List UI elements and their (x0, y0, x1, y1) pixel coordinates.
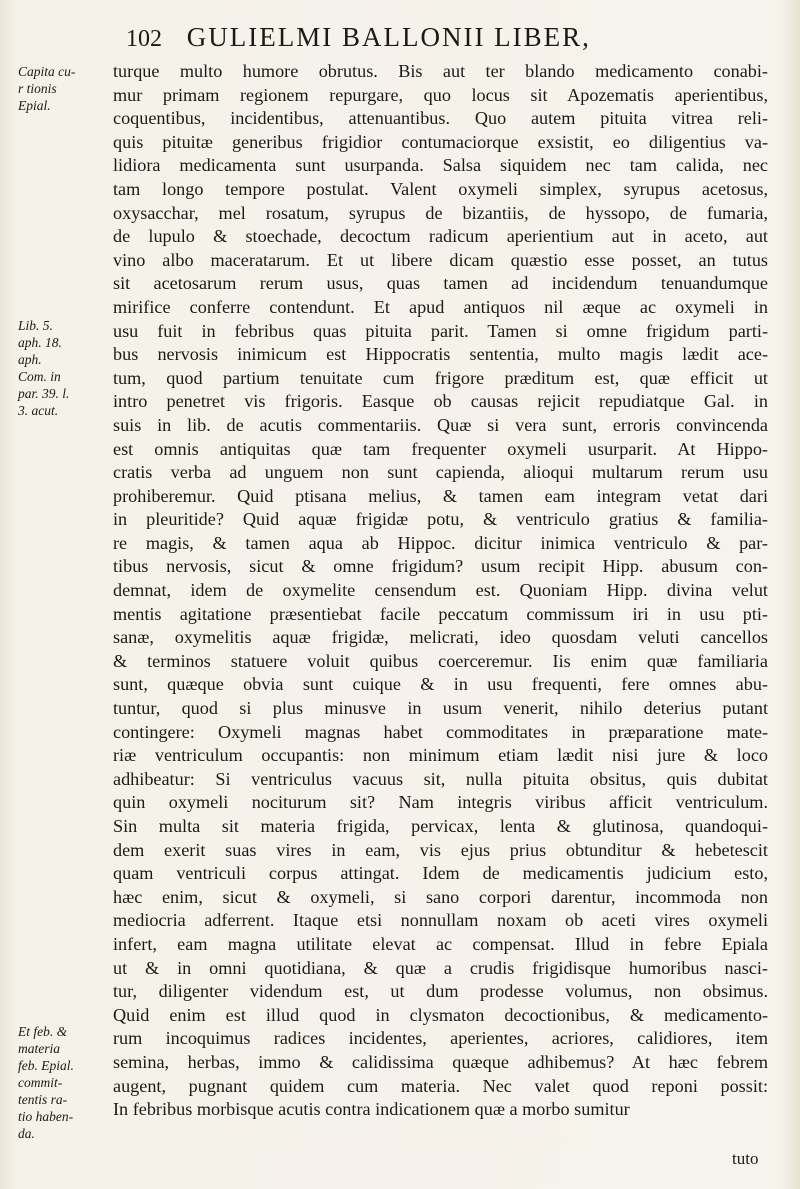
margin-note-line: tentis ra- (18, 1092, 68, 1107)
margin-note-line: r tionis (18, 81, 57, 96)
text-line: in pleuritide? Quid aquæ frigidæ potu, & ventriculo gratius & familia- (113, 509, 768, 530)
body-text (113, 60, 768, 1122)
text-line: Quid enim est illud quod in clysmaton decoctionibus, & medicamento- (113, 1004, 768, 1025)
margin-note-line: par. 39. l. (18, 386, 70, 401)
text-line: vino albo maceratarum. Et ut libere dicam quæstio esse posset, an tutus (113, 249, 768, 270)
text-line: tur, diligenter videndum est, ut dum prodesse volumus, non obsimus. (113, 981, 768, 1002)
margin-note-line: Lib. 5. (18, 318, 53, 333)
text-line: hæc enim, sicut & oxymeli, si sano corpori darentur, incommoda non (113, 886, 768, 907)
text-line: oxysacchar, mel rosatum, syrupus de bizantiis, de hyssopo, de fumaria, (113, 202, 768, 223)
text-line: mediocria adferrent. Itaque etsi nonnullam noxam ob aceti vires oxymeli (113, 910, 768, 931)
text-line: demnat, idem de oxymelite censendum est. Quoniam Hipp. divina velut (113, 580, 768, 601)
text-line: tuntur, quod si plus minusve in usum venerit, nihilo deterius putant (113, 698, 768, 719)
text-line: riæ ventriculum occupantis: non minimum etiam lædit nisi jure & loco (113, 745, 768, 766)
text-line: intro penetret vis frigoris. Easque ob causas rejicit repudiatque Gal. in (113, 391, 768, 412)
text-line: tam longo tempore postulat. Valent oxymeli simplex, syrupus acetosus, (113, 178, 768, 199)
margin-note-line: 3. acut. (18, 403, 59, 418)
text-line: mur primam regionem repurgare, quo locus sit Apozematis aperientibus, (113, 84, 768, 105)
margin-note-references (18, 317, 110, 419)
text-line: Sin multa sit materia frigida, pervicax, lenta & glutinosa, quandoqui- (113, 816, 768, 836)
text-line: sunt, quæque obvia sunt cuique & in usu frequenti, fere omnes abu- (113, 674, 768, 695)
text-line: In febribus morbisque acutis contra indicationem quæ a morbo sumitur (113, 1099, 630, 1120)
text-line: bus nervosis inimicum est Hippocratis sententia, multo magis lædit ace- (113, 344, 768, 365)
text-line: mentis agitatione præsentiebat facile peccatum commissum iri in usu pti- (113, 603, 768, 624)
text-line: infert, eam magna utilitate elevat ac compensat. Illud in febre Epiala (113, 933, 768, 954)
text-line: contingere: Oxymeli magnas habet commoditates in præparatione mate- (113, 721, 768, 742)
text-line: quin oxymeli nociturum sit? Nam integris viribus afficit ventriculum. (113, 792, 768, 813)
text-line: rum incoquimus radices incidentes, aperientes, acriores, calidiores, item (113, 1028, 768, 1049)
margin-note-line: Epial. (18, 98, 51, 113)
text-line: sit acetosarum rerum usus, quas tamen ad incidendum tenuandumque (113, 273, 768, 294)
text-line: dem exerit suas vires in eam, vis ejus prius obtunditur & hebetescit (113, 839, 768, 860)
text-line: coquentibus, incidentibus, attenuantibus. Quo autem pituita vitrea reli- (113, 108, 768, 129)
text-line: quis pituitæ generibus frigidior contumaciorque exsistit, eo diligentius va- (113, 131, 768, 152)
margin-note-line: aph. 18. (18, 335, 62, 350)
margin-note-line: Com. in (18, 369, 61, 384)
margin-note-febris (18, 1023, 110, 1142)
margin-note-line: feb. Epial. (18, 1058, 74, 1073)
margin-note-line: Et feb. & (18, 1024, 68, 1039)
text-line: semina, herbas, immo & calidissima quæque adhibemus? At hæc febrem (113, 1051, 768, 1072)
text-line: prohiberemur. Quid ptisana melius, & tamen eam integram vetat dari (113, 485, 768, 506)
text-line: ut & in omni quotidiana, & quæ a crudis frigidisque humoribus nasci- (113, 957, 768, 978)
text-line: est omnis antiquitas quæ tam frequenter oxymeli usurparit. At Hippo- (113, 438, 768, 459)
running-header (126, 22, 686, 56)
text-line: cratis verba ad unguem non sunt capienda, alioqui multarum rerum usu (113, 462, 768, 483)
text-line: augent, pugnant quidem cum materia. Nec valet quod reponi possit: (113, 1075, 768, 1096)
margin-note-line: materia (18, 1041, 60, 1056)
catchword: tuto (732, 1149, 759, 1168)
text-line: sanæ, oxymelitis aquæ frigidæ, melicrati, ideo quosdam veluti cancellos (113, 627, 768, 648)
margin-note-line: aph. (18, 352, 42, 367)
page-number: 102 (126, 26, 162, 52)
text-line: de lupulo & stoechade, decoctum radicum aperientium aut in aceto, aut (113, 226, 768, 247)
text-line: mirifice conferre contendunt. Et apud antiquos nil æque ac oxymeli in (113, 296, 768, 317)
margin-note-line: commit- (18, 1075, 63, 1090)
text-line: & terminos statuere voluit quibus coerceremur. Iis enim quæ familiaria (113, 650, 768, 671)
running-title: GULIELMI BALLONII LIBER, (186, 22, 591, 52)
text-line: tum, quod partium tenuitate cum frigore præditum est, quæ efficit ut (113, 367, 768, 388)
text-line: turque multo humore obrutus. Bis aut ter blando medicamento conabi- (113, 61, 768, 81)
text-line: quam ventriculi corpus attingat. Idem de medicamentis judicium esto, (113, 863, 768, 884)
margin-note-capita (18, 63, 110, 114)
text-line: suis in lib. de acutis commentariis. Quæ si vera sunt, erroris convincenda (113, 414, 768, 435)
text-line: usu fuit in febribus quas pituita parit. Tamen si omne frigidum parti- (113, 320, 768, 341)
margin-note-line: tio haben- (18, 1109, 74, 1124)
text-line: adhibeatur: Si ventriculus vacuus sit, nulla pituita obsitus, quis dubitat (113, 768, 768, 789)
text-line: lidiora medicamenta sunt usurpanda. Salsa siquidem nec tam calida, nec (113, 155, 768, 176)
text-line: re magis, & tamen aqua ab Hippoc. dicitur inimica ventriculo & par- (113, 532, 768, 553)
text-line: tibus nervosis, sicut & omne frigidum? usum recipit Hipp. abusum con- (113, 556, 768, 577)
margin-note-line: Capita cu- (18, 64, 76, 79)
margin-note-line: da. (18, 1126, 35, 1141)
